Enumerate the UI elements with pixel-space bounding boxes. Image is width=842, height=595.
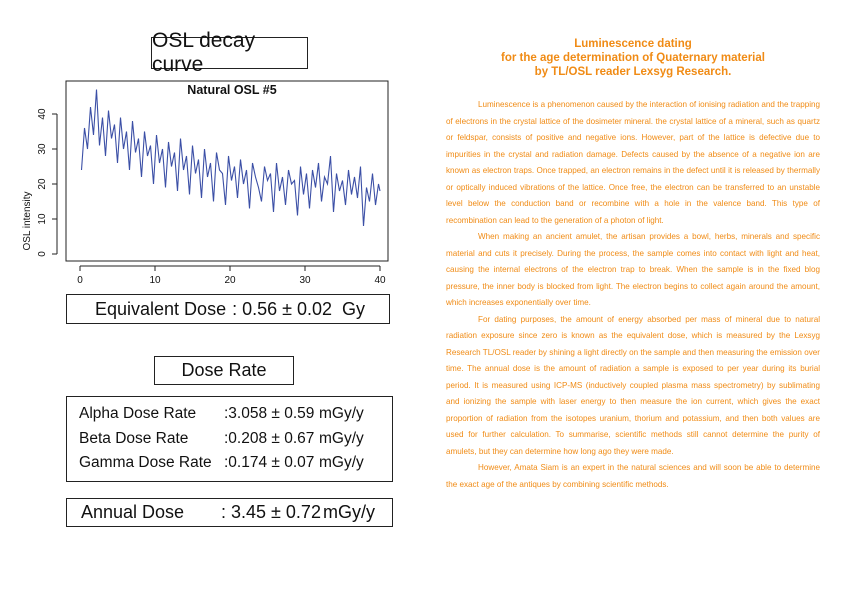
annual-dose-unit: mGy/y	[322, 502, 375, 522]
article-paragraph: However, Amata Siam is an expert in the natural sciences and will soon be able to determine the exact age of the antiques by combining scientific methods.	[446, 463, 820, 489]
y-axis	[37, 108, 57, 257]
x-tick-label: 10	[149, 275, 161, 286]
dose-rate-value: :3.058 ± 0.59	[224, 405, 315, 423]
dose-rate-label: Gamma Dose Rate	[79, 454, 212, 472]
plot-title: Natural OSL #5	[187, 83, 277, 97]
equivalent-dose-unit: Gy	[342, 298, 366, 319]
dose-rate-title-box	[154, 356, 294, 385]
x-tick-label: 0	[77, 275, 83, 286]
article-paragraph: Luminescence is a phenomenon caused by the interaction of ionising radiation and the trapping of electrons in the crystal lattice of the dosimeter mineral. the crystal lattice of a mineral, such as quartz or feldspar, consists of positive and negative ions. However, part of the lattice is defective due to impurities in the crystal and radiation damage. Defects caused by the absence of a negative ion are known as electron traps. Once trapped, an electron remains in the defect until it is released by thermally or optically induced vibrations of the lattice. Once free, the electron can be transferred to an unstable level below the conduction band or recombine with a hole in the valence band. This type of recombination can lead to the generation of a photon of light.	[446, 100, 820, 225]
dose-rate-title: Dose Rate	[181, 360, 267, 380]
osl-chart-svg	[10, 76, 390, 291]
y-tick-label: 10	[37, 213, 48, 225]
annual-dose-label: Annual Dose	[81, 502, 185, 522]
y-tick-label: 40	[37, 108, 48, 120]
article-heading	[446, 37, 820, 79]
dose-rate-box	[66, 396, 393, 482]
article-paragraph: When making an ancient amulet, the artisan provides a bowl, herbs, minerals and specific material and cuts it precisely. During the process, the sample comes into contact with light and heat, causing the internal electrons of the electron trap to break. When the sample is in the fixed blog pressure, the inner body is blocked from light. The electron begins to collect again around the amount, which increases exponentially over time.	[446, 232, 820, 307]
equivalent-dose-value: : 0.56 ± 0.02	[232, 298, 333, 319]
dose-rate-value: :0.208 ± 0.67	[224, 429, 315, 447]
article-heading-line: by TL/OSL reader Lexsyg Research.	[534, 66, 732, 78]
dose-rate-unit: mGy/y	[319, 429, 364, 447]
x-axis	[77, 266, 386, 286]
dose-rate-label: Beta Dose Rate	[79, 429, 189, 447]
x-tick-label: 30	[299, 275, 311, 286]
chart-title-box	[151, 29, 308, 76]
annual-dose-box	[66, 498, 393, 527]
x-tick-label: 40	[374, 275, 386, 286]
y-tick-label: 20	[37, 178, 48, 190]
x-tick-label: 20	[224, 275, 236, 286]
plot-frame	[66, 81, 388, 261]
article-heading-line: for the age determination of Quaternary material	[501, 52, 765, 64]
equivalent-dose-box	[66, 294, 390, 324]
dose-rate-row-gamma	[79, 451, 364, 476]
article	[446, 37, 820, 493]
dose-rate-unit: mGy/y	[319, 454, 364, 472]
chart-box-title: OSL decay curve	[152, 29, 256, 76]
y-tick-label: 30	[37, 143, 48, 155]
osl-chart	[10, 76, 390, 291]
article-paragraph: For dating purposes, the amount of energy absorbed per mass of mineral due to natural radiation exposure since zero is known as the equivalent dose, which is measured by the Lexsyg Research TL/OSL reader by shining a light directly on the sample and then measuring the emission over time. The annual dose is the amount of radiation a sample is exposed to per year during its burial period. It is measured using ICP-MS (inductively coupled plasma mass spectrometry) by sublimating and ionizing the sample with laser energy to then measure the ion current, which gives the exact proportion of radiation from the isotopes uranium, thorium and potassium, and then both values are used for further calculation. To summarise, scientific methods still cannot determine the purity of amulets, but they can determine how long ago they were made.	[446, 314, 820, 456]
equivalent-dose-label: Equivalent Dose	[95, 298, 227, 319]
y-tick-label: 0	[37, 251, 48, 257]
annual-dose-value: : 3.45 ± 0.72	[221, 502, 321, 522]
dose-rate-unit: mGy/y	[319, 405, 364, 423]
dose-rate-label: Alpha Dose Rate	[79, 405, 197, 423]
dose-rate-row-beta	[79, 427, 364, 452]
y-axis-label: OSL intensity	[22, 191, 33, 251]
article-heading-line: Luminescence dating	[574, 38, 692, 50]
dose-rate-row-alpha	[79, 402, 364, 427]
dose-rate-value: :0.174 ± 0.07	[224, 454, 315, 472]
